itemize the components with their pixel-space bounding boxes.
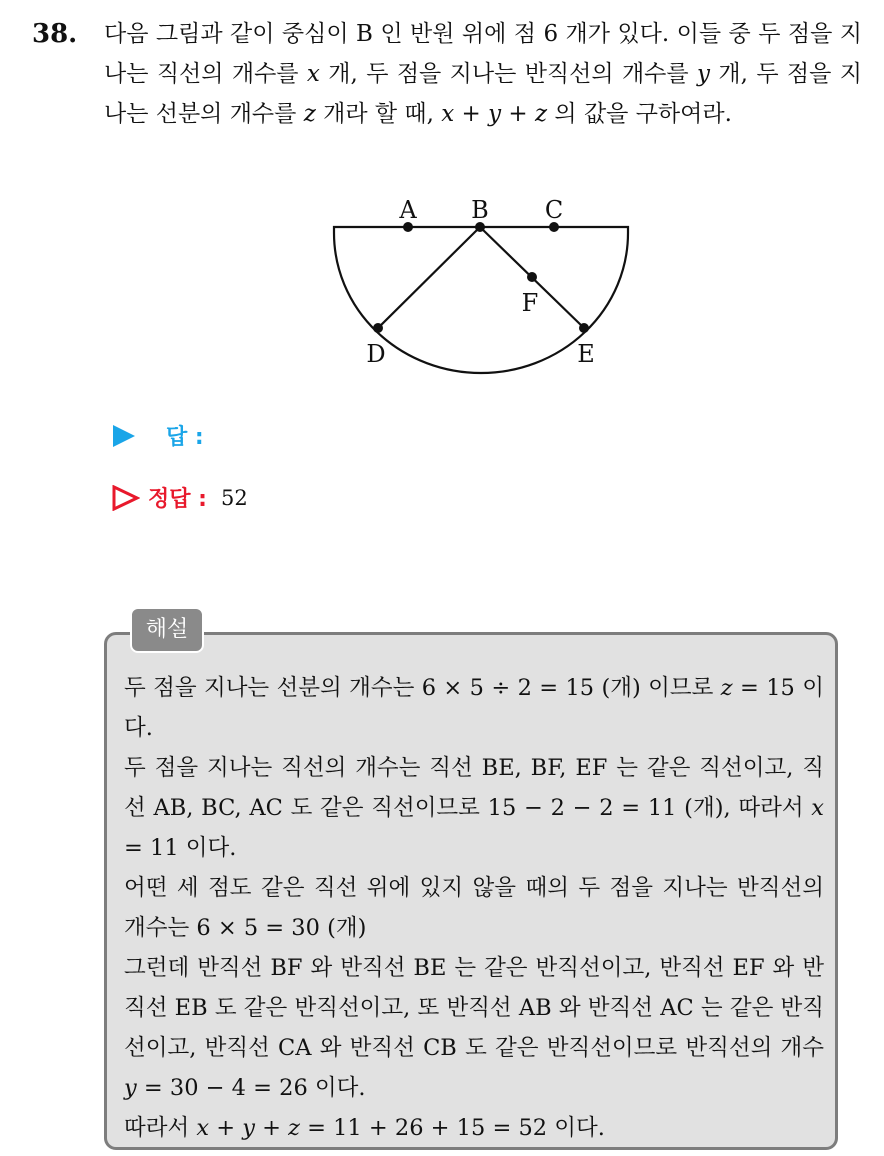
var-z: z — [303, 101, 316, 127]
correct-answer-value: 52 — [220, 485, 248, 510]
play-arrow-icon — [112, 424, 136, 448]
point-d — [373, 323, 383, 333]
answer-row — [112, 420, 204, 451]
problem-text-part: 개라 할 때, — [315, 101, 442, 127]
correct-answer-row — [112, 482, 248, 513]
semicircle-figure — [330, 190, 640, 380]
problem-text — [104, 14, 862, 134]
problem-text-part: 개, 두 점을 지나는 반직선의 개수를 — [319, 61, 698, 87]
segment-bd — [378, 227, 480, 328]
problem-text-part: 의 값을 구하여라. — [547, 101, 732, 127]
expr-sum: x + y + z — [441, 101, 548, 127]
correct-answer-label: 정답 : — [148, 487, 207, 512]
explanation-line: 어떤 세 점도 같은 직선 위에 있지 않을 때의 두 점을 지나는 반직선의 개수는 6 × 5 = 30 (개) — [124, 875, 824, 941]
outline-arrow-icon — [112, 485, 140, 511]
explanation-line: 두 점을 지나는 직선의 개수는 직선 BE, BF, EF 는 같은 직선이고, 직선 AB, BC, AC 도 같은 직선이므로 15 − 2 − 2 = 11 (개), 따라서 x = 11 이다. — [124, 755, 824, 861]
explanation-line: 두 점을 지나는 선분의 개수는 6 × 5 ÷ 2 = 15 (개) 이므로 z = 15 이다. — [124, 675, 824, 741]
label-e: E — [577, 340, 595, 368]
point-e — [579, 323, 589, 333]
problem-text-part: 다음 그림과 같이 중심이 B 인 반원 위에 점 6 개가 있다. 이들 중 두 점을 지나는 직선의 개수를 — [104, 21, 862, 87]
point-f — [527, 272, 537, 282]
explanation-line: 따라서 x + y + z = 11 + 26 + 15 = 52 이다. — [124, 1115, 605, 1141]
problem-number: 38. — [32, 19, 78, 49]
label-c: C — [544, 196, 564, 224]
explanation-tag: 해설 — [130, 607, 204, 653]
explanation-line: 그런데 반직선 BF 와 반직선 BE 는 같은 반직선이고, 반직선 EF 와 반직선 EB 도 같은 반직선이고, 또 반직선 AB 와 반직선 AC 는 같은 반직선이고, 반직선 CA 와 반직선 CB 도 같은 반직선이므로 반직선의 개수 y = 30 − 4 = 26 이다. — [124, 955, 824, 1101]
answer-label: 답 : — [166, 425, 204, 450]
label-b: B — [471, 196, 489, 224]
explanation-text — [124, 668, 824, 1148]
label-f: F — [521, 289, 539, 317]
problem-text-part: 개, 두 점을 지나는 선분의 개수를 — [104, 61, 862, 127]
label-d: D — [366, 340, 386, 368]
var-x: x — [306, 61, 320, 87]
var-y: y — [697, 61, 711, 87]
label-a: A — [399, 196, 417, 224]
